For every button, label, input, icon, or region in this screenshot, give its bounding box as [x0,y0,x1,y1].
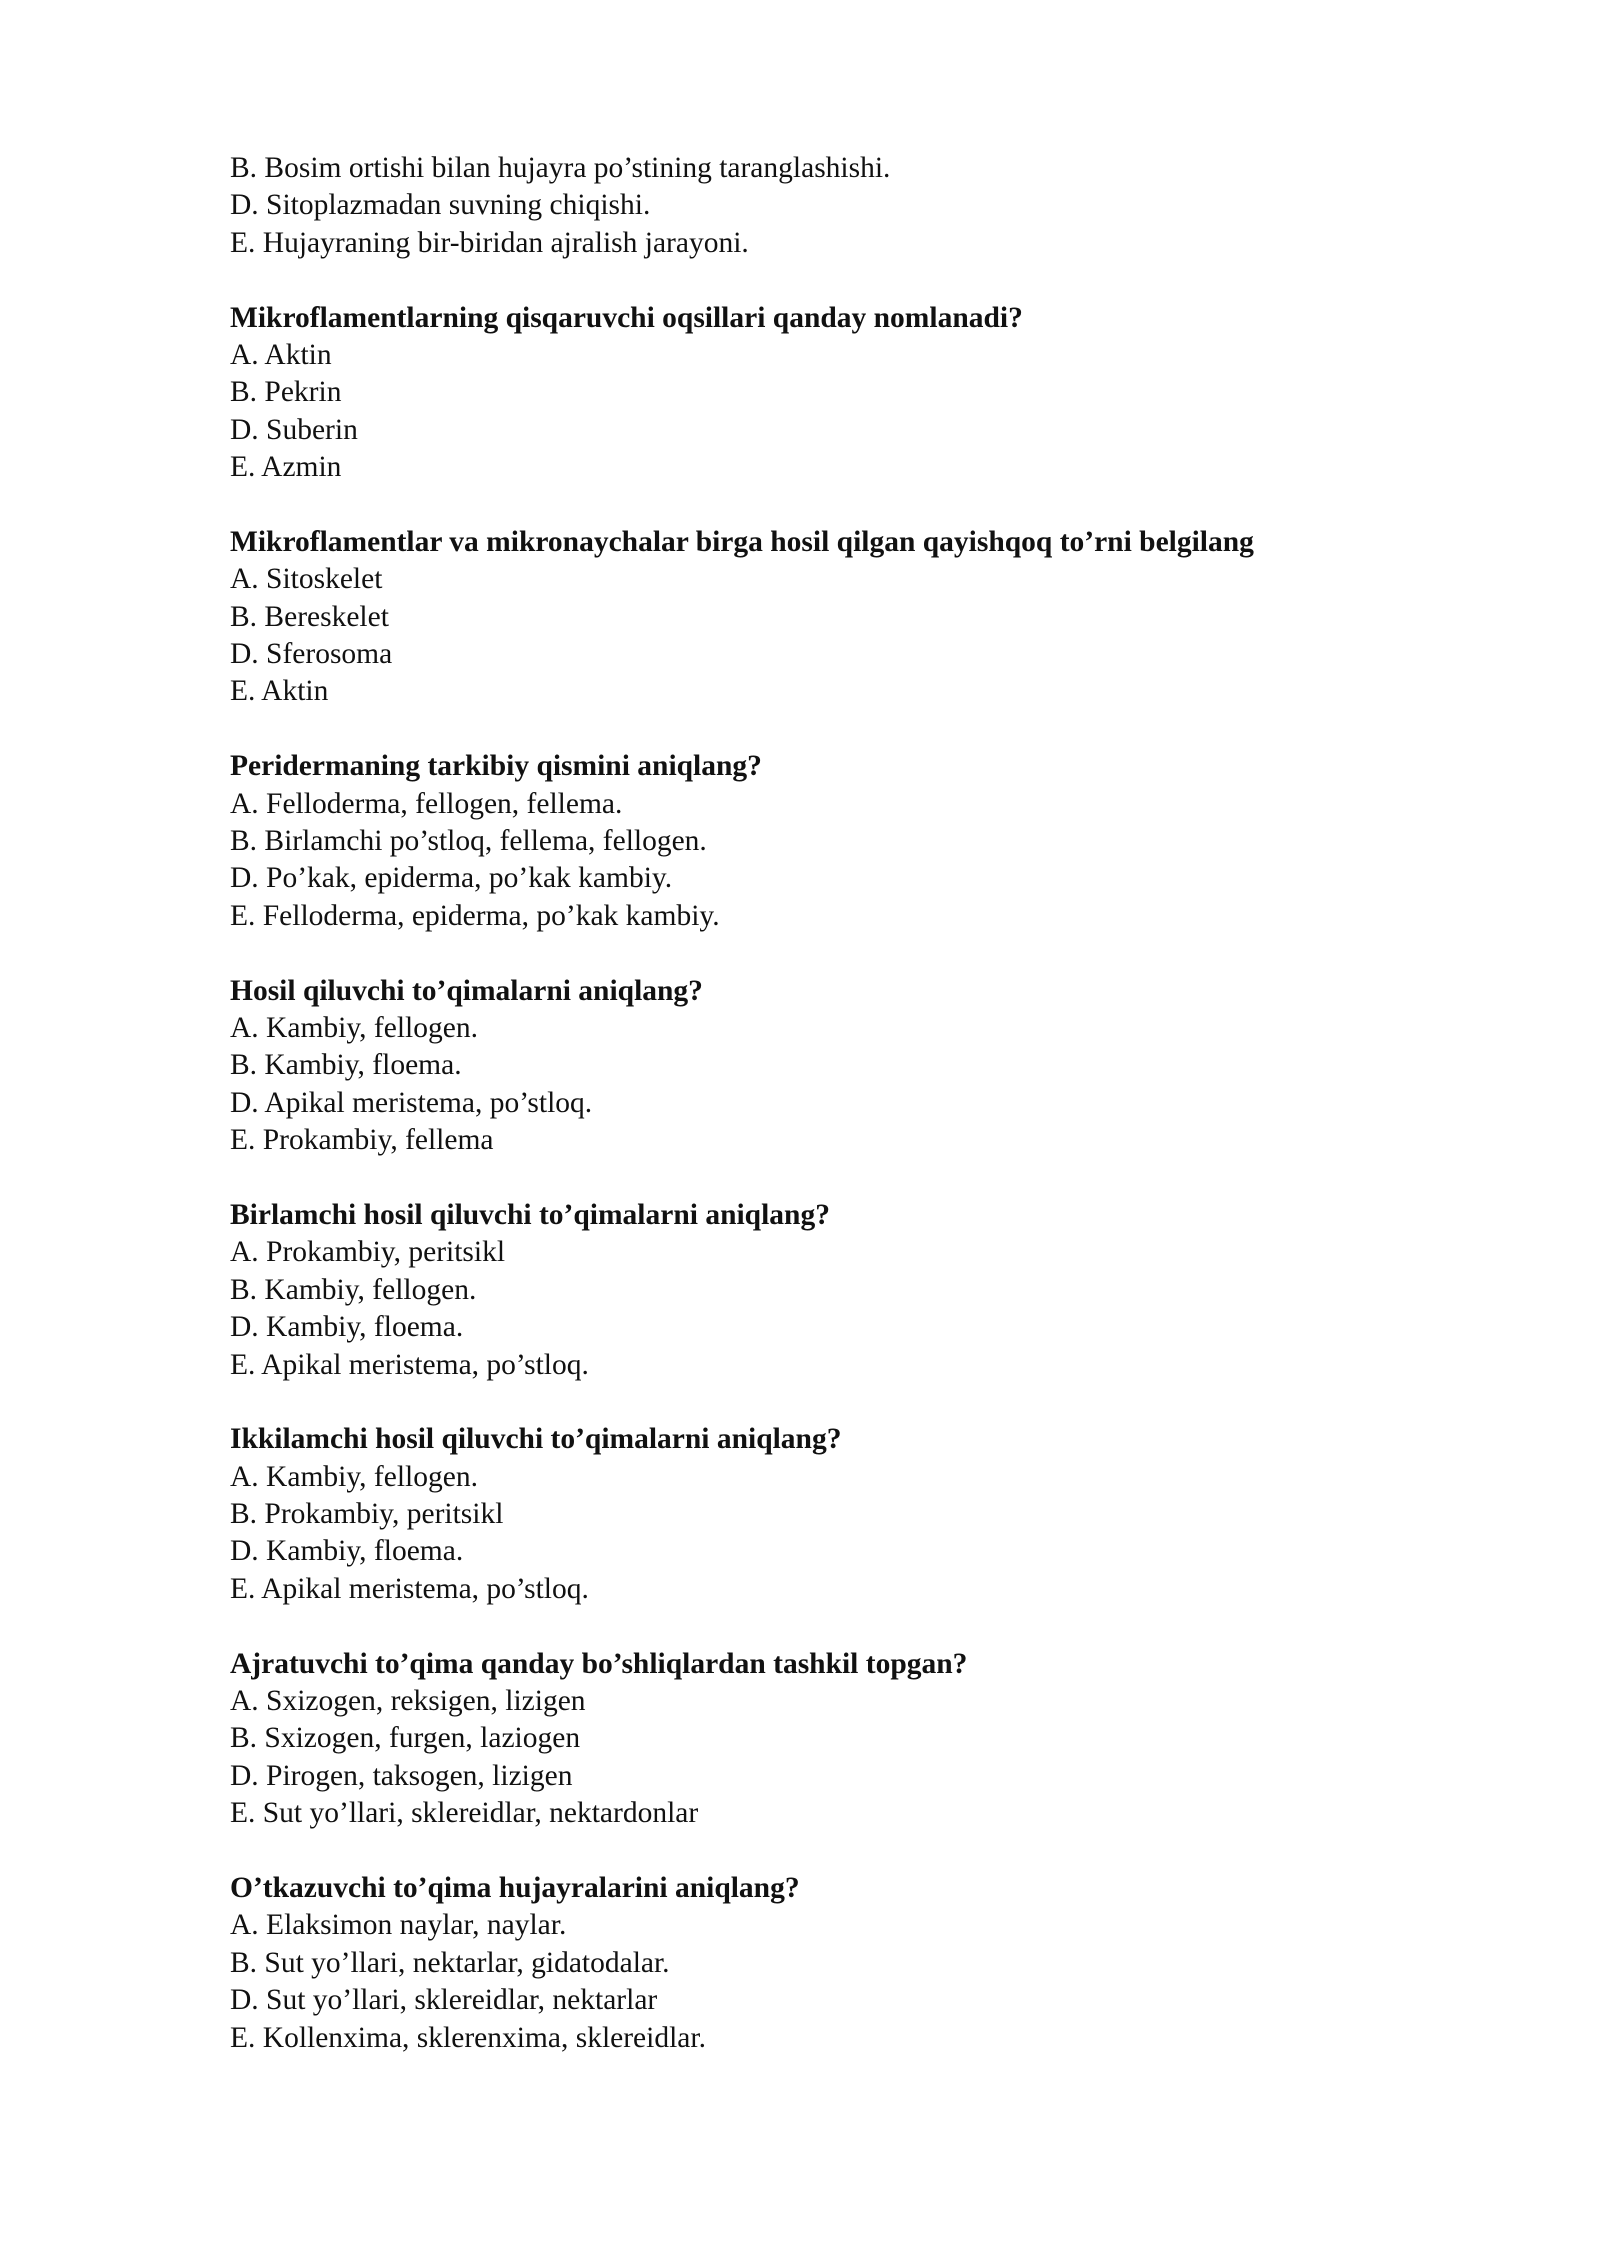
question-block [230,1197,1490,1384]
question-block [230,300,1490,487]
option-line: E. Sut yo’llari, sklereidlar, nektardonlar [230,1797,699,1830]
option-line: D. Pirogen, taksogen, lizigen [230,1759,573,1792]
option-line: E. Apikal meristema, po’stloq. [230,1572,589,1605]
option-line: B. Kambiy, fellogen. [230,1273,477,1306]
option-line: A. Prokambiy, peritsikl [230,1236,506,1269]
option-line: E. Apikal meristema, po’stloq. [230,1348,589,1381]
question-text: Ikkilamchi hosil qiluvchi to’qimalarni aniqlang? [230,1423,842,1456]
option-line: E. Hujayraning bir-biridan ajralish jarayoni. [230,226,749,259]
question-text: Mikroflamentlar va mikronaychalar birga hosil qilgan qayishqoq to’rni belgilang [230,525,1254,558]
option-line: A. Sxizogen, reksigen, lizigen [230,1685,586,1718]
question-block [230,973,1490,1160]
question-block [230,748,1490,935]
option-line: B. Pekrin [230,376,342,409]
option-line: D. Kambiy, floema. [230,1535,464,1568]
option-line: B. Kambiy, floema. [230,1049,462,1082]
question-text: O’tkazuvchi to’qima hujayralarini aniqlang? [230,1871,800,1904]
option-line: E. Aktin [230,675,329,708]
option-line: B. Birlamchi po’stloq, fellema, fellogen. [230,825,707,858]
option-line: E. Azmin [230,451,342,484]
question-text: Hosil qiluvchi to’qimalarni aniqlang? [230,974,703,1007]
option-line: E. Prokambiy, fellema [230,1124,494,1157]
option-line: D. Sferosoma [230,638,393,671]
option-line: A. Kambiy, fellogen. [230,1011,478,1044]
question-block [230,1646,1490,1833]
question-text: Mikroflamentlarning qisqaruvchi oqsillari qanday nomlanadi? [230,301,1023,334]
option-line: D. Suberin [230,413,358,446]
option-line: D. Sitoplazmadan suvning chiqishi. [230,189,651,222]
question-text: Peridermaning tarkibiy qismini aniqlang? [230,750,762,783]
question-text: Birlamchi hosil qiluvchi to’qimalarni aniqlang? [230,1198,830,1231]
option-line: A. Kambiy, fellogen. [230,1460,478,1493]
option-line: D. Kambiy, floema. [230,1311,464,1344]
option-line: D. Po’kak, epiderma, po’kak kambiy. [230,862,673,895]
question-block [230,524,1490,711]
option-line: D. Apikal meristema, po’stloq. [230,1086,593,1119]
document-page [230,150,1490,2057]
option-line: D. Sut yo’llari, sklereidlar, nektarlar [230,1984,658,2017]
question-text: Ajratuvchi to’qima qanday bo’shliqlardan tashkil topgan? [230,1647,968,1680]
question-block [230,1870,1490,2057]
option-line: B. Bereskelet [230,600,389,633]
question-block [230,1421,1490,1608]
option-line: A. Aktin [230,338,332,371]
option-line: B. Bosim ortishi bilan hujayra po’stining taranglashishi. [230,152,891,184]
continued-options [230,150,1490,262]
option-line: B. Sut yo’llari, nektarlar, gidatodalar. [230,1946,670,1979]
option-line: E. Kollenxima, sklerenxima, sklereidlar. [230,2021,706,2054]
option-line: A. Sitoskelet [230,563,383,596]
option-line: B. Prokambiy, peritsikl [230,1498,504,1531]
option-line: B. Sxizogen, furgen, laziogen [230,1722,581,1755]
option-line: E. Felloderma, epiderma, po’kak kambiy. [230,899,720,932]
option-line: A. Felloderma, fellogen, fellema. [230,787,623,820]
option-line: A. Elaksimon naylar, naylar. [230,1909,567,1942]
